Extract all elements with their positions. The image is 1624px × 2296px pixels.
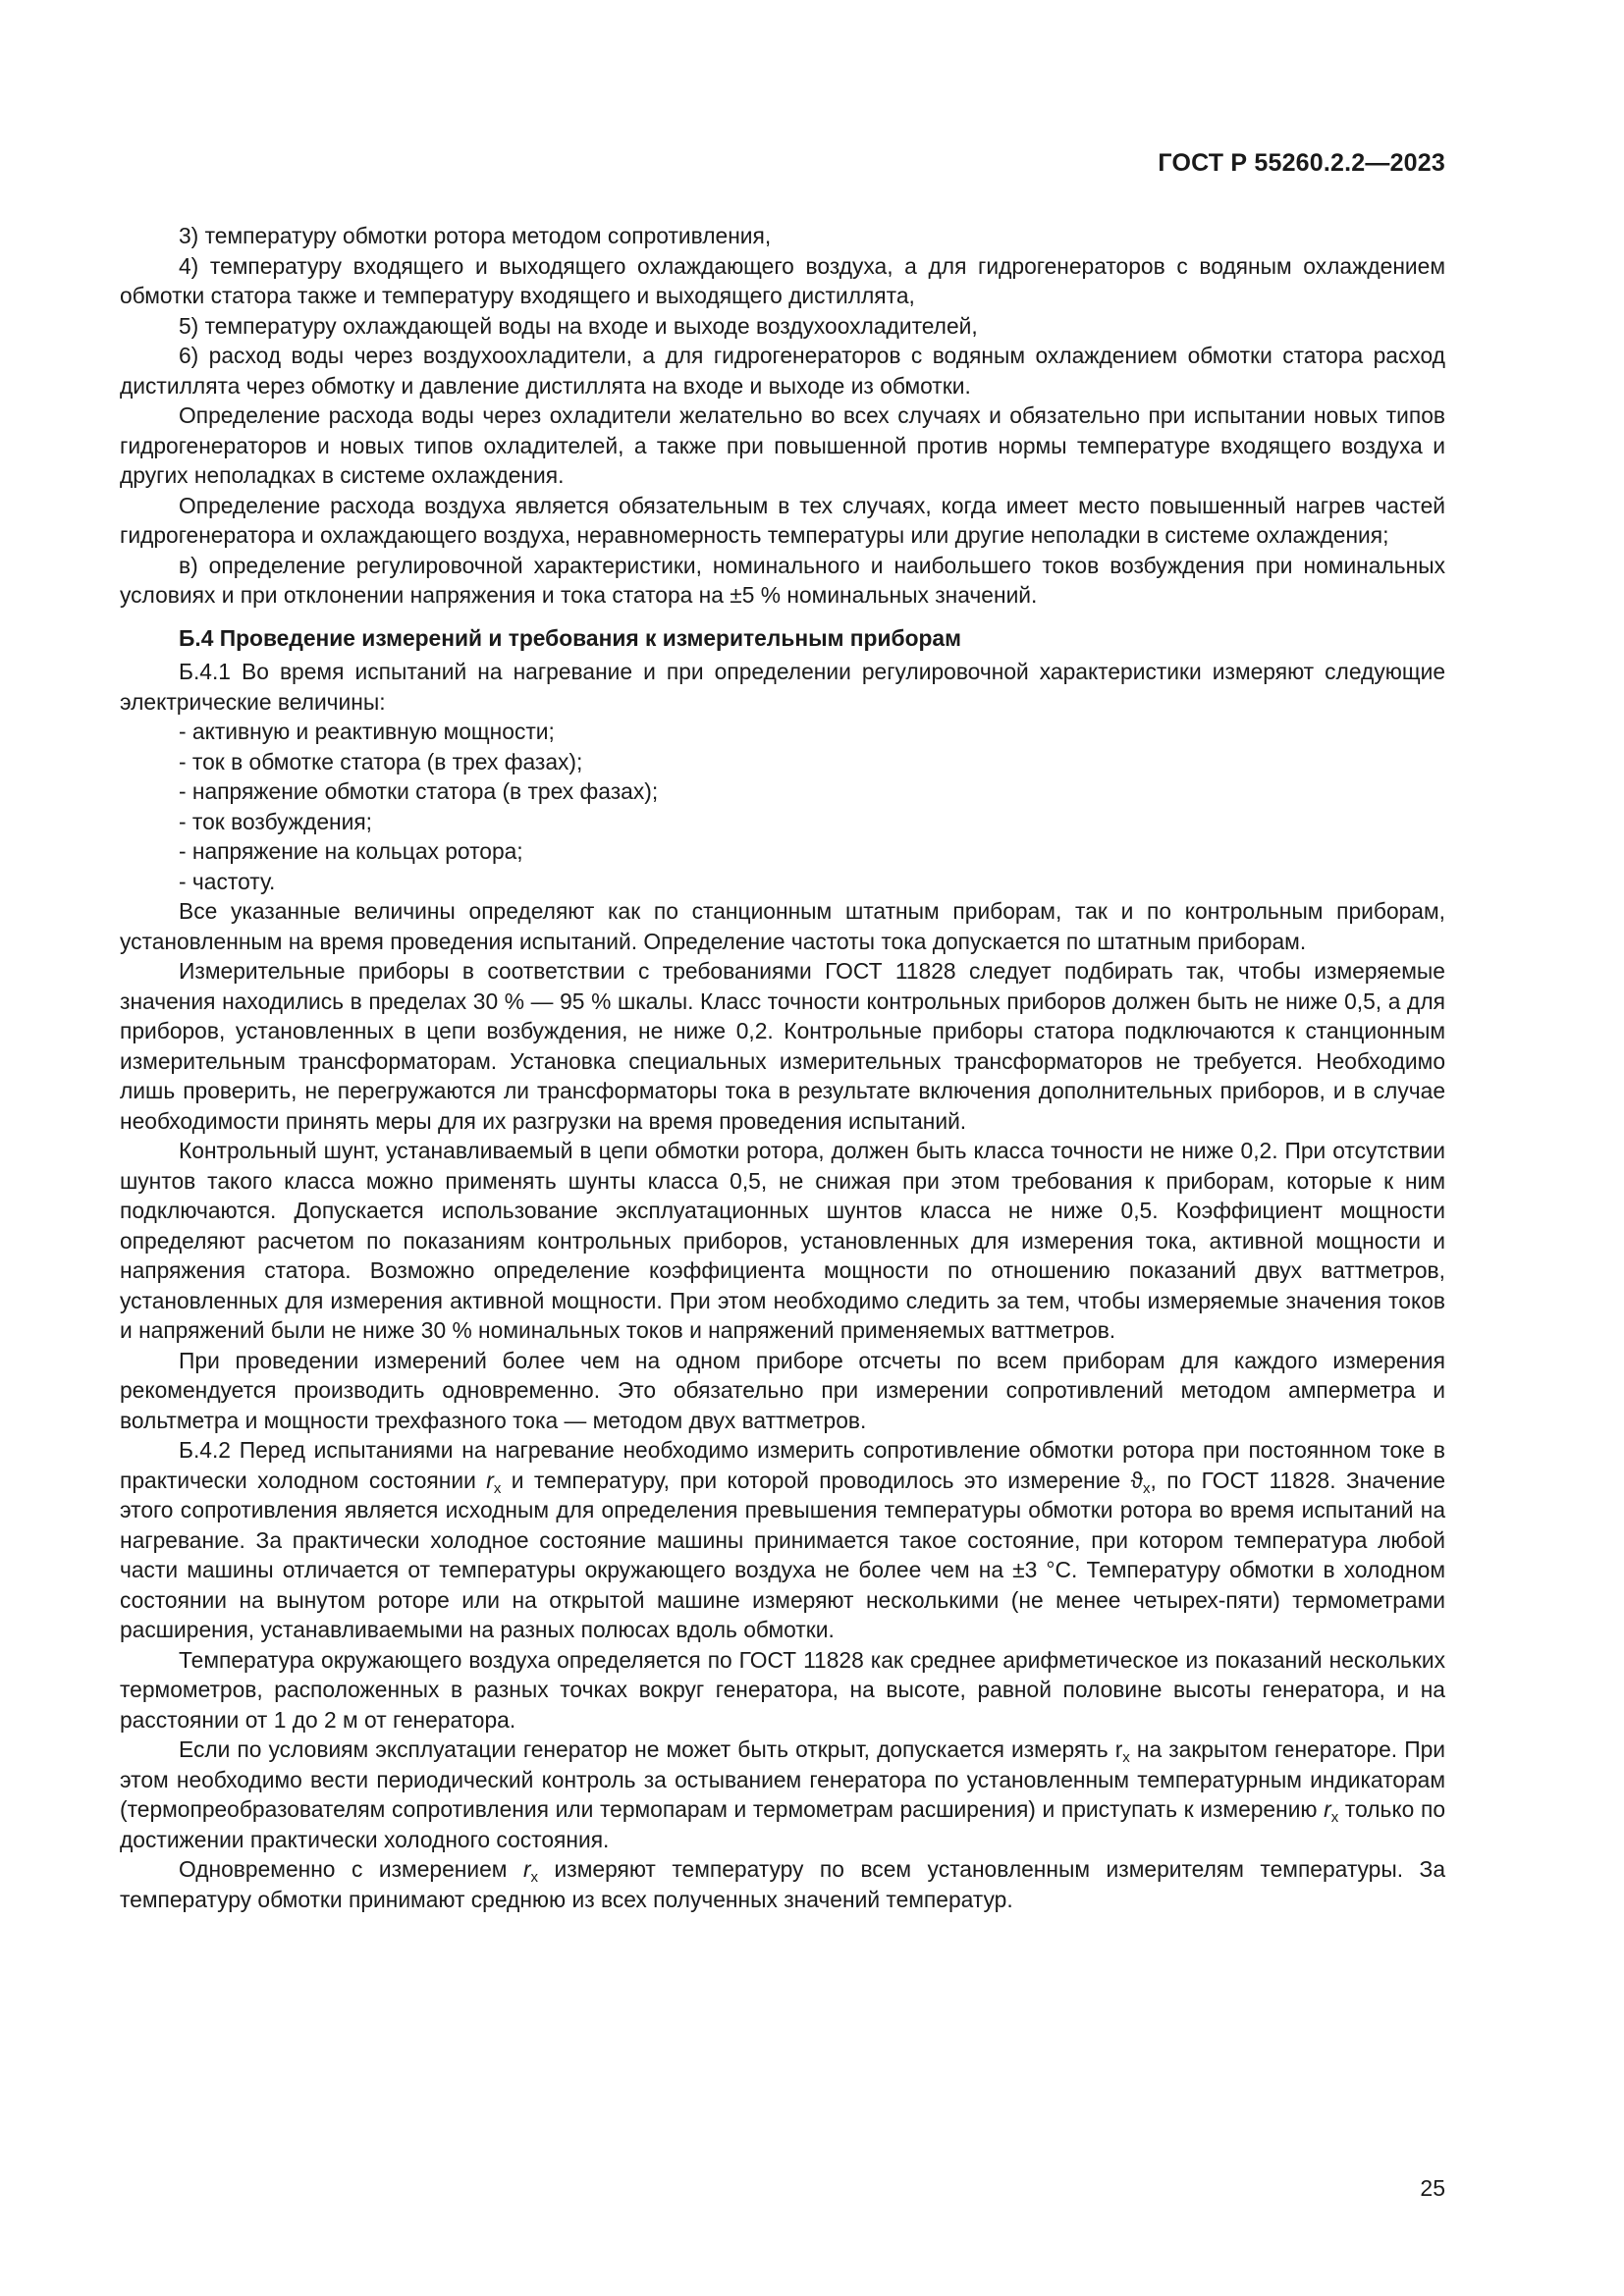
document-header: ГОСТ Р 55260.2.2—2023 xyxy=(1158,149,1445,177)
text-run: измеряют температуру по всем установленным измерителям температуры. За температуру обмотки принимают среднюю из всех полученных значений температур. xyxy=(120,1856,1445,1912)
page-number: 25 xyxy=(1420,2175,1445,2201)
paragraph: Определение расхода воды через охладители желательно во всех случаях и обязательно при испытании новых типов гидрогенераторов и новых типов охладителей, а также при повышенной против нормы температуре входящего воздуха и других неполадках в системе охлаждения. xyxy=(120,402,1445,488)
paragraph: Б.4.1 Во время испытаний на нагревание и при определении регулировочной характеристики измеряют следующие электрические величины: xyxy=(120,659,1445,715)
text-run: Если по условиям эксплуатации генератор не может быть открыт, допускается измерять xyxy=(179,1736,1115,1762)
paragraph xyxy=(120,1435,1445,1645)
paragraph: 5) температуру охлаждающей воды на входе и выходе воздухоохладителей, xyxy=(179,312,978,339)
text-run: на закрытом генераторе. При этом необходимо вести периодический контроль за остыванием генератора по установленным температурным индикаторам (термопреобразователям сопротивления или термопарам и термометрам расширения) и приступать к измерению xyxy=(120,1736,1446,1822)
math-symbol: r xyxy=(1114,1736,1123,1762)
text-run: и температуру, при которой проводилось это измерение xyxy=(501,1467,1131,1493)
paragraph: Контрольный шунт, устанавливаемый в цепи обмотки ротора, должен быть класса точности не ниже 0,2. При отсутствии шунтов такого класса можно применять шунты класса 0,5, не снижая при этом требования к приборам, которые к ним подключаются. Допускается использование эксплуатационных шунтов класса не ниже 0,5. Коэффициент мощности определяют расчетом по показаниям контрольных приборов, установленных для измерения тока, активной мощности и напряжения статора. Возможно определение коэффициента мощности по отношению показаний двух ваттметров, установленных для измерения активной мощности. При этом необходимо следить за тем, чтобы измеряемые значения токов и напряжений были не ниже 30 % номинальных токов и напряжений применяемых ваттметров. xyxy=(120,1138,1445,1343)
paragraph: Определение расхода воздуха является обязательным в тех случаях, когда имеет место повышенный нагрев частей гидрогенератора и охлаждающего воздуха, неравномерность температуры или другие неполадки в системе охлаждения; xyxy=(120,492,1445,548)
paragraph: При проведении измерений более чем на одном приборе отсчеты по всем приборам для каждого измерения рекомендуется производить одновременно. Это обязательно при измерении сопротивлений методом амперметра и вольтметра и мощности трехфазного тока — методом двух ваттметров. xyxy=(120,1347,1445,1433)
paragraph: Все указанные величины определяют как по станционным штатным приборам, так и по контрольным приборам, установленным на время проведения испытаний. Определение частоты тока допускается по штатным приборам. xyxy=(120,898,1445,954)
paragraph: в) определение регулировочной характеристики, номинального и наибольшего токов возбуждения при номинальных условиях и при отклонении напряжения и тока статора на ±5 % номинальных значений. xyxy=(120,552,1445,608)
math-symbol: r xyxy=(1324,1796,1331,1822)
paragraph: Измерительные приборы в соответствии с требованиями ГОСТ 11828 следует подбирать так, чтобы измеряемые значения находились в пределах 30 % — 95 % шкалы. Класс точности контрольных приборов должен быть не ниже 0,5, а для приборов, установленных в цепи возбуждения, не ниже 0,2. Контрольные приборы статора подключаются к станционным измерительным трансформаторам. Установка специальных измерительных трансформаторов не требуется. Необходимо лишь проверить, не перегружаются ли трансформаторы тока в результате включения дополнительных приборов, и в случае необходимости принять меры для их разгрузки на время проведения испытаний. xyxy=(120,958,1445,1134)
document-body xyxy=(120,221,1445,1914)
list-item: - частоту. xyxy=(179,868,276,894)
subscript: x xyxy=(1330,1809,1339,1826)
list-item: - ток возбуждения; xyxy=(179,808,373,834)
math-symbol: ϑ xyxy=(1130,1467,1144,1493)
text-run: Б.4.2 Перед испытаниями на нагревание необходимо измерить сопротивление обмотки ротора при постоянном токе в практически холодном состоянии xyxy=(120,1437,1445,1493)
list-item: - напряжение обмотки статора (в трех фазах); xyxy=(179,778,659,804)
subscript: x xyxy=(1122,1749,1130,1766)
paragraph: 6) расход воды через воздухоохладители, а для гидрогенераторов с водяным охлаждением обмотки статора расход дистиллята через обмотку и давление дистиллята на входе и выходе из обмотки. xyxy=(120,343,1445,399)
math-symbol: r xyxy=(486,1467,494,1493)
paragraph: 4) температуру входящего и выходящего охлаждающего воздуха, а для гидрогенераторов с водяным охлаждением обмотки статора также и температуру входящего и выходящего дистиллята, xyxy=(120,252,1445,308)
text-run: только по достижении практически холодного состояния. xyxy=(120,1796,1445,1852)
paragraph: Температура окружающего воздуха определяется по ГОСТ 11828 как среднее арифметическое из показаний нескольких термометров, расположенных в разных точках вокруг генератора, на высоте, равной половине высоты генератора, и на расстоянии от 1 до 2 м от генератора. xyxy=(120,1646,1445,1733)
subscript: x xyxy=(530,1869,539,1886)
subscript: x xyxy=(493,1479,502,1497)
paragraph xyxy=(120,1735,1445,1854)
section-heading: Б.4 Проведение измерений и требования к измерительным приборам xyxy=(179,624,961,651)
list-item: - напряжение на кольцах ротора; xyxy=(179,838,523,864)
list-item: - ток в обмотке статора (в трех фазах); xyxy=(179,748,583,774)
math-symbol: r xyxy=(522,1856,531,1882)
list-item: - активную и реактивную мощности; xyxy=(179,719,555,744)
paragraph xyxy=(120,1854,1445,1914)
text-run: , по ГОСТ 11828. Значение этого сопротивления является исходным для определения превышения температуры обмотки ротора во время испытаний на нагревание. За практически холодное состояние машины принимается такое состояние, при котором температура любой части машины отличается от температуры окружающего воздуха не более чем на ±3 °С. Температуру обмотки в холодном состоянии на вынутом роторе или на открытой машине измеряют несколькими (не менее четырех-пяти) термометрами расширения, устанавливаемыми на разных полюсах вдоль обмотки. xyxy=(120,1467,1446,1642)
subscript: x xyxy=(1143,1479,1151,1497)
text-run: Одновременно с измерением xyxy=(179,1856,523,1882)
paragraph: 3) температуру обмотки ротора методом сопротивления, xyxy=(179,223,772,248)
